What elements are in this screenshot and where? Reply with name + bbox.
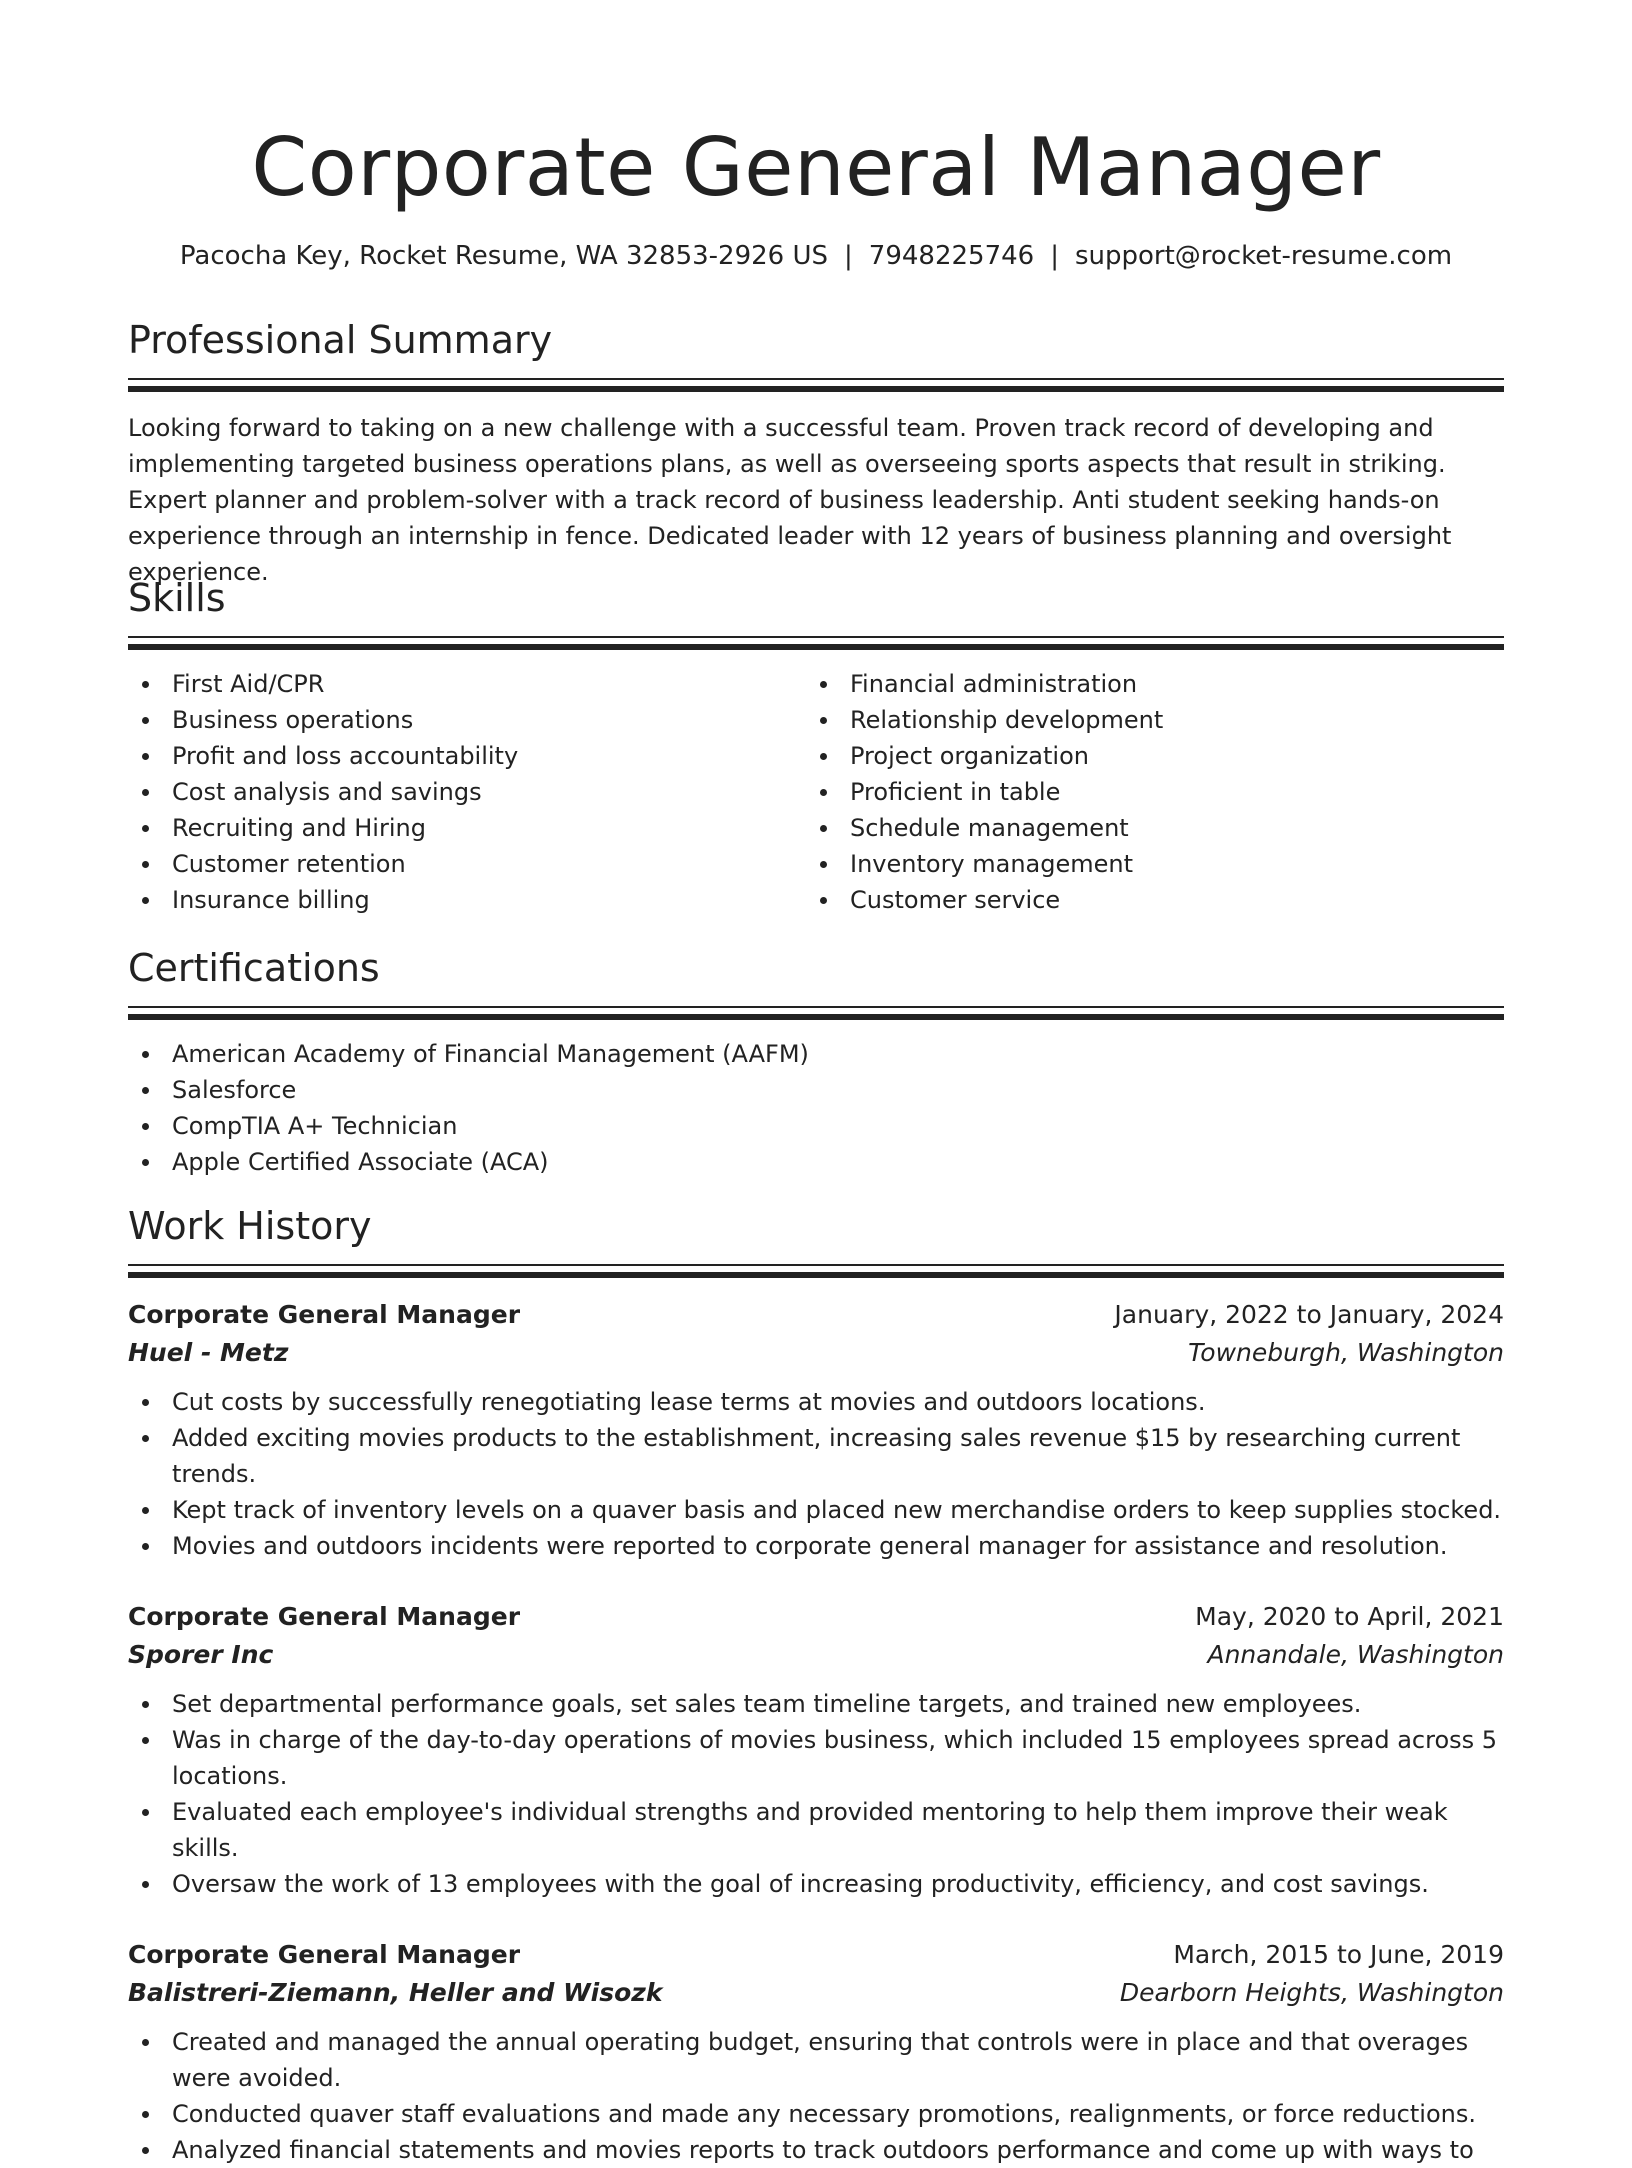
skill-item: Customer service bbox=[806, 882, 1484, 918]
certification-item: American Academy of Financial Management (AAFM) bbox=[128, 1036, 1504, 1072]
skill-item: Profit and loss accountability bbox=[128, 738, 806, 774]
contact-email[interactable]: support@rocket-resume.com bbox=[1074, 241, 1453, 271]
job-subheader bbox=[128, 1334, 1504, 1372]
skill-item: Business operations bbox=[128, 702, 806, 738]
job-bullet: Added exciting movies products to the establishment, increasing sales revenue $15 by researching current trends. bbox=[128, 1420, 1504, 1492]
job-entry bbox=[128, 1296, 1504, 1564]
skill-item: Proficient in table bbox=[806, 774, 1484, 810]
job-bullet: Conducted quaver staff evaluations and made any necessary promotions, realignments, or force reductions. bbox=[128, 2096, 1504, 2132]
skill-item: Relationship development bbox=[806, 702, 1484, 738]
job-company: Huel - Metz bbox=[128, 1338, 289, 1367]
job-bullet: Kept track of inventory levels on a quaver basis and placed new merchandise orders to keep supplies stocked. bbox=[128, 1492, 1504, 1528]
certification-item: CompTIA A+ Technician bbox=[128, 1108, 1504, 1144]
job-title: Corporate General Manager bbox=[128, 1300, 521, 1329]
job-bullet: Oversaw the work of 13 employees with the goal of increasing productivity, efficiency, and cost savings. bbox=[128, 1866, 1504, 1902]
job-bullets bbox=[128, 1686, 1504, 1902]
skills-list-left bbox=[128, 666, 806, 918]
job-bullet: Created and managed the annual operating budget, ensuring that controls were in place and that overages were avoided. bbox=[128, 2024, 1504, 2096]
section-rule-thin bbox=[128, 636, 1504, 638]
skills-columns bbox=[128, 666, 1504, 918]
job-entry bbox=[128, 1598, 1504, 1902]
job-title: Corporate General Manager bbox=[128, 1940, 521, 1969]
job-company: Balistreri-Ziemann, Heller and Wisozk bbox=[128, 1978, 663, 2007]
job-location: Dearborn Heights, Washington bbox=[1119, 1978, 1504, 2007]
section-title: Certifications bbox=[128, 946, 380, 990]
section-rule-thick bbox=[128, 1272, 1504, 1278]
job-bullets bbox=[128, 1384, 1504, 1564]
skills-list-right bbox=[806, 666, 1484, 918]
certifications-list bbox=[128, 1036, 1504, 1180]
job-bullet: Cut costs by successfully renegotiating lease terms at movies and outdoors locations. bbox=[128, 1384, 1504, 1420]
skill-item: Financial administration bbox=[806, 666, 1484, 702]
section-title: Work History bbox=[128, 1204, 372, 1248]
contact-separator: | bbox=[844, 241, 853, 271]
job-bullet: Analyzed financial statements and movies reports to track outdoors performance and come up with ways to bbox=[128, 2132, 1504, 2168]
contact-separator: | bbox=[1050, 241, 1059, 271]
job-dates: May, 2020 to April, 2021 bbox=[1195, 1602, 1504, 1631]
contact-line bbox=[128, 238, 1504, 274]
contact-phone: 7948225746 bbox=[868, 241, 1035, 271]
section-rule-thick bbox=[128, 644, 1504, 650]
skill-item: Insurance billing bbox=[128, 882, 806, 918]
candidate-name: Corporate General Manager bbox=[251, 121, 1381, 214]
certification-item: Apple Certified Associate (ACA) bbox=[128, 1144, 1504, 1180]
job-header bbox=[128, 1936, 1504, 1974]
job-title: Corporate General Manager bbox=[128, 1602, 521, 1631]
job-dates: January, 2022 to January, 2024 bbox=[1114, 1300, 1504, 1329]
job-header bbox=[128, 1598, 1504, 1636]
job-location: Annandale, Washington bbox=[1207, 1640, 1504, 1669]
section-title: Skills bbox=[128, 576, 226, 620]
job-bullet: Set departmental performance goals, set sales team timeline targets, and trained new employees. bbox=[128, 1686, 1504, 1722]
summary-section bbox=[128, 316, 1504, 614]
job-company: Sporer Inc bbox=[128, 1640, 274, 1669]
summary-text: Looking forward to taking on a new challenge with a successful team. Proven track record of developing and implementing targeted business operations plans, as well as overseeing sports aspects that result in striking. Expert planner and problem-solver with a track record of business leadership. Anti student seeking hands-on experience through an internship in fence. Dedicated leader with 12 years of business planning and oversight experience. bbox=[128, 414, 1452, 586]
skill-item: First Aid/CPR bbox=[128, 666, 806, 702]
skill-item: Project organization bbox=[806, 738, 1484, 774]
skill-item: Inventory management bbox=[806, 846, 1484, 882]
skill-item: Recruiting and Hiring bbox=[128, 810, 806, 846]
skill-item: Cost analysis and savings bbox=[128, 774, 806, 810]
job-subheader bbox=[128, 1974, 1504, 2012]
job-bullet: Evaluated each employee's individual strengths and provided mentoring to help them improve their weak skills. bbox=[128, 1794, 1504, 1866]
job-header bbox=[128, 1296, 1504, 1334]
job-entry bbox=[128, 1936, 1504, 2168]
job-location: Towneburgh, Washington bbox=[1188, 1338, 1504, 1367]
certification-item: Salesforce bbox=[128, 1072, 1504, 1108]
job-bullet: Was in charge of the day-to-day operations of movies business, which included 15 employees spread across 5 locations. bbox=[128, 1722, 1504, 1794]
skill-item: Customer retention bbox=[128, 846, 806, 882]
job-bullets bbox=[128, 2024, 1504, 2168]
work-history-section bbox=[128, 1202, 1504, 2168]
job-bullet: Movies and outdoors incidents were reported to corporate general manager for assistance and resolution. bbox=[128, 1528, 1504, 1564]
section-title: Professional Summary bbox=[128, 318, 553, 362]
section-rule-thick bbox=[128, 1014, 1504, 1020]
skill-item: Schedule management bbox=[806, 810, 1484, 846]
section-rule-thin bbox=[128, 1006, 1504, 1008]
contact-address: Pacocha Key, Rocket Resume, WA 32853-2926 US bbox=[179, 241, 829, 271]
skills-section bbox=[128, 574, 1504, 918]
section-rule-thin bbox=[128, 378, 1504, 380]
certifications-section bbox=[128, 944, 1504, 1180]
section-rule-thin bbox=[128, 1264, 1504, 1266]
job-dates: March, 2015 to June, 2019 bbox=[1173, 1940, 1504, 1969]
section-rule-thick bbox=[128, 386, 1504, 392]
job-subheader bbox=[128, 1636, 1504, 1674]
